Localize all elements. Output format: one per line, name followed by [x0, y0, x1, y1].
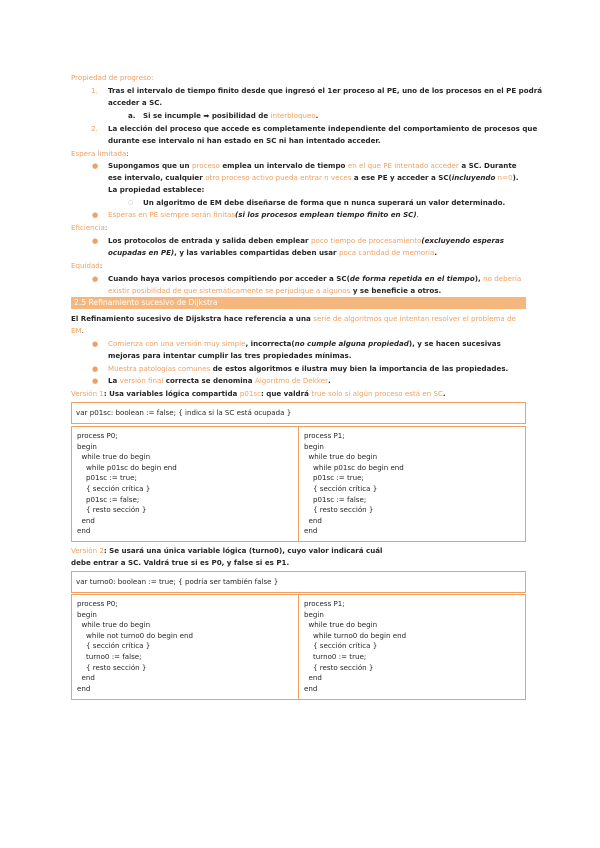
code-line: { resto sección } [77, 505, 147, 515]
code-line: { sección crítica } [77, 483, 151, 493]
refinamiento-bullet-3: La versión final correcta se denomina Algoritmo de Dekker. [108, 376, 331, 385]
code-line: { resto sección } [77, 662, 147, 672]
code-line: end [304, 673, 322, 683]
code-line: begin [304, 441, 324, 451]
progreso-sub-a: Si se incumple ➡ posibilidad de interbloqueo. [143, 111, 319, 120]
equidad-heading: Equidad: [71, 261, 103, 270]
espera-heading: Espera limitada: [71, 149, 129, 158]
eficiencia-line-1: Los protocolos de entrada y salida deben emplear poco tiempo de procesamiento(excluyendo esperas [108, 236, 504, 245]
code-line: while p01sc do begin end [304, 462, 404, 472]
code-line: while not turno0 do begin end [77, 630, 193, 640]
list-number: 1. [91, 86, 98, 95]
sub-list-marker: a. [128, 111, 136, 120]
version-2-p0-code [77, 599, 193, 694]
list-number: 2. [91, 124, 98, 133]
code-line: while turno0 do begin end [304, 630, 407, 640]
code-line: begin [304, 609, 324, 619]
code-line: process P1; [304, 431, 345, 440]
code-line: process P1; [304, 599, 345, 608]
espera-sub-item: Un algoritmo de EM debe diseñarse de forma que n nunca superará un valor determinado. [143, 198, 506, 207]
code-line: end [77, 673, 95, 683]
code-line: begin [77, 441, 97, 451]
espera-bullet-1-line-3: La propiedad establece: [108, 185, 205, 194]
code-line: turno0 := true; [304, 651, 367, 661]
code-line: while true do begin [304, 452, 378, 462]
code-line: { sección crítica } [77, 641, 151, 651]
code-line: { sección crítica } [304, 483, 378, 493]
code-line: p01sc := false; [304, 494, 367, 504]
eficiencia-line-2: ocupadas en PE), y las variables compartidas deben usar poca cantidad de memoria. [108, 248, 438, 257]
progreso-item-2-line-2: durante ese intervalo ni han estado en SC ni han intentado acceder. [108, 136, 381, 145]
code-line: end [304, 526, 318, 536]
bullet-icon: ● [92, 161, 99, 170]
version-1-p0-code [77, 431, 177, 537]
code-line: turno0 := false; [77, 651, 142, 661]
refinamiento-intro-line-2: EM. [71, 326, 84, 335]
version-1-var-decl: var p01sc: boolean := false; { indica si la SC está ocupada } [76, 408, 292, 417]
version-2-description-line-1: Versión 2: Se usará una única variable lógica (turno0), cuyo valor indicará cuál [71, 546, 383, 555]
section-title-bar: 2.5 Refinamiento sucesivo de Dijkstra [71, 297, 526, 309]
code-line: { resto sección } [304, 662, 374, 672]
bullet-icon: ● [92, 339, 99, 348]
refinamiento-bullet-2: Muestra patologías comunes de estos algoritmos e ilustra muy bien la importancia de las propiedades. [108, 364, 509, 373]
circle-bullet-icon: ○ [128, 199, 134, 206]
progreso-item-1-line-2: acceder a SC. [108, 98, 163, 107]
espera-bullet-2: Esperas en PE siempre serán finitas(si los procesos emplean tiempo finito en SC). [108, 210, 419, 219]
table-divider [298, 594, 299, 700]
code-line: end [77, 526, 91, 536]
code-line: p01sc := true; [77, 473, 137, 483]
equidad-line-2: existir posibilidad de que sistemáticamente se perjudique a algunos y se beneficie a otros. [108, 286, 442, 295]
code-line: p01sc := false; [77, 494, 140, 504]
progreso-item-2-line-1: La elección del proceso que accede es completamente independiente del comportamiento de procesos que [108, 124, 538, 133]
version-1-description: Versión 1: Usa variables lógica compartida p01sc: que valdrá true solo si algún proceso está en SC. [71, 389, 446, 398]
version-2-var-decl: var turno0: boolean := true; { podría ser también false } [76, 577, 279, 586]
eficiencia-heading: Eficiencia: [71, 223, 108, 232]
progreso-item-1-line-1: Tras el intervalo de tiempo finito desde que ingresó el 1er proceso al PE, uno de los procesos en el PE podrá [108, 86, 542, 95]
code-line: end [77, 683, 91, 693]
code-line: end [304, 515, 322, 525]
refinamiento-intro-line-1: El Refinamiento sucesivo de Dijskstra hace referencia a una serie de algoritmos que intentan resolver el problema de [71, 314, 516, 323]
code-line: while p01sc do begin end [77, 462, 177, 472]
code-line: p01sc := true; [304, 473, 364, 483]
code-line: { sección crítica } [304, 641, 378, 651]
code-line: while true do begin [77, 620, 151, 630]
refinamiento-bullet-1-line-1: Comienza con una versión muy simple, incorrecta(no cumple alguna propiedad), y se hacen sucesivas [108, 339, 501, 348]
code-line: end [77, 515, 95, 525]
espera-bullet-1-line-1: Supongamos que un proceso emplea un intervalo de tiempo en el que PE intentado acceder a SC. Durante [108, 161, 517, 170]
version-1-p1-code [304, 431, 404, 537]
bullet-icon: ● [92, 376, 99, 385]
version-2-description-line-2: debe entrar a SC. Valdrá true si es P0, y false si es P1. [71, 558, 290, 567]
code-line: end [304, 683, 318, 693]
code-line: process P0; [77, 599, 118, 608]
progreso-heading: Propiedad de progreso: [71, 73, 154, 82]
code-line: begin [77, 609, 97, 619]
code-line: while true do begin [304, 620, 378, 630]
equidad-line-1: Cuando haya varios procesos compitiendo por acceder a SC(de forma repetida en el tiempo), no debería [108, 274, 522, 283]
bullet-icon: ● [92, 274, 99, 283]
refinamiento-bullet-1-line-2: mejoras para intentar cumplir las tres propiedades mínimas. [108, 351, 352, 360]
bullet-icon: ● [92, 236, 99, 245]
bullet-icon: ● [92, 210, 99, 219]
code-line: while true do begin [77, 452, 151, 462]
code-line: process P0; [77, 431, 118, 440]
table-divider [298, 426, 299, 542]
version-2-p1-code [304, 599, 406, 694]
bullet-icon: ● [92, 364, 99, 373]
espera-bullet-1-line-2: ese intervalo, cualquier otro proceso activo pueda entrar n veces a ese PE y acceder a SC(incluyendo n=0). [108, 173, 519, 182]
code-line: { resto sección } [304, 505, 374, 515]
